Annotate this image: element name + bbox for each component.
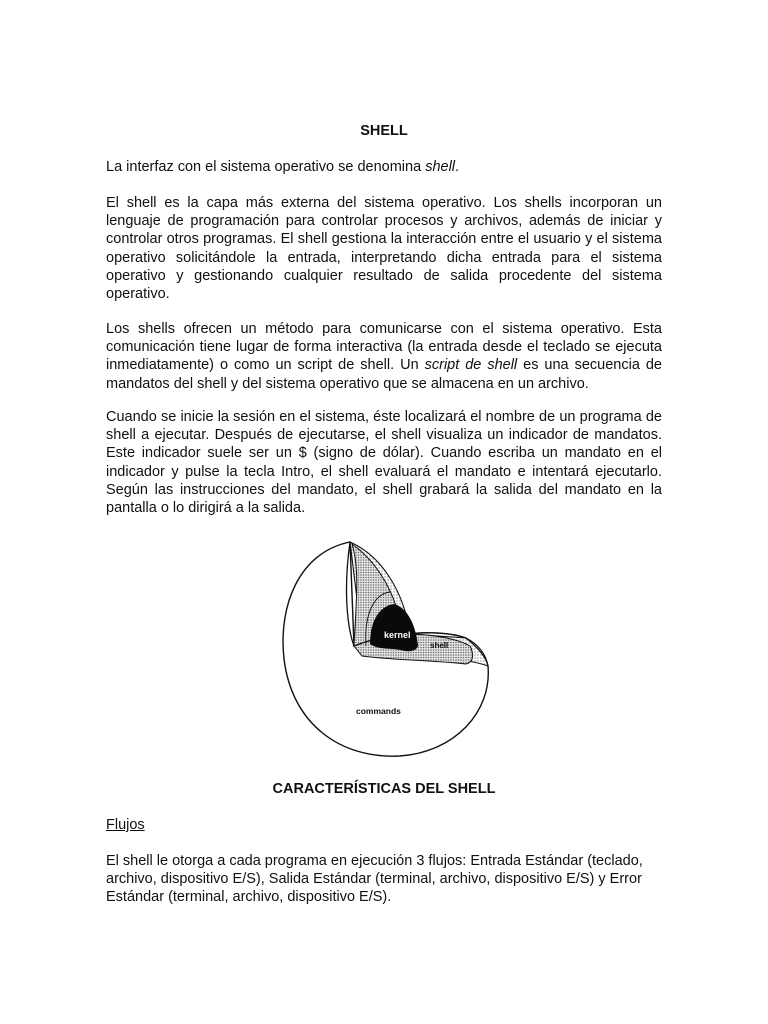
paragraph-session: Cuando se inicie la sesión en el sistema, éste localizará el nombre de un programa de shell a ejecutar. Después de ejecutarse, el shell visualiza un indicador de mandatos. Este indicador suele ser un $ (signo de dólar). Cuando escriba un mandato en el indicador y pulse la tecla Intro, el shell evaluará el mandato e intentará ejecutarlo. Según las instrucciones del mandato, el shell grabará la salida del mandato en la pantalla o lo dirigirá a la salida.: [106, 409, 662, 517]
script-de-shell-emphasis: script de shell: [424, 357, 518, 374]
shell-layers-diagram: [270, 534, 500, 764]
subsection-flujos: Flujos: [106, 817, 145, 833]
intro-text-end: .: [455, 159, 460, 175]
paragraph-shell-definition: El shell es la capa más externa del sistema operativo. Los shells incorporan un lenguaje de programación para controlar procesos y archivos, además de iniciar y controlar otros programas. El shell gestiona la interacción entre el usuario y el sistema operativo solicitándole la entrada, interpretando dicha entrada para el sistema operativo y gestionando cualquier resultado de salida procedente del sistema operativo.: [106, 195, 662, 303]
intro-text: La interfaz con el sistema operativo se denomina: [106, 159, 426, 175]
shell-label: shell: [430, 641, 449, 650]
paragraph-communication-text: Los shells ofrecen un método para comunicarse con el sistema operativo. Esta comunicación tiene lugar de forma interactiva (la entrada desde el teclado se ejecuta inmediatamente) o como un script de shell. Un: [106, 321, 662, 374]
intro-paragraph: [106, 158, 662, 176]
subsection-title: [106, 816, 662, 834]
page-title: SHELL: [360, 123, 408, 139]
intro-emphasis: shell: [425, 159, 456, 175]
commands-label: commands: [356, 706, 401, 716]
kernel-label: kernel: [384, 630, 411, 640]
paragraph-communication-text-end: es una secuencia de mandatos del shell y del sistema operativo que se almacena en un archivo.: [106, 357, 662, 392]
paragraph-communication: [106, 320, 662, 393]
section-title: CARACTERÍSTICAS DEL SHELL: [272, 781, 496, 797]
paragraph-streams: El shell le otorga a cada programa en ejecución 3 flujos: Entrada Estándar (teclado, archivo, dispositivo E/S), Salida Estándar (terminal, archivo, dispositivo E/S) y Error Estándar (terminal, archivo, dispositivo E/S).: [106, 853, 643, 906]
